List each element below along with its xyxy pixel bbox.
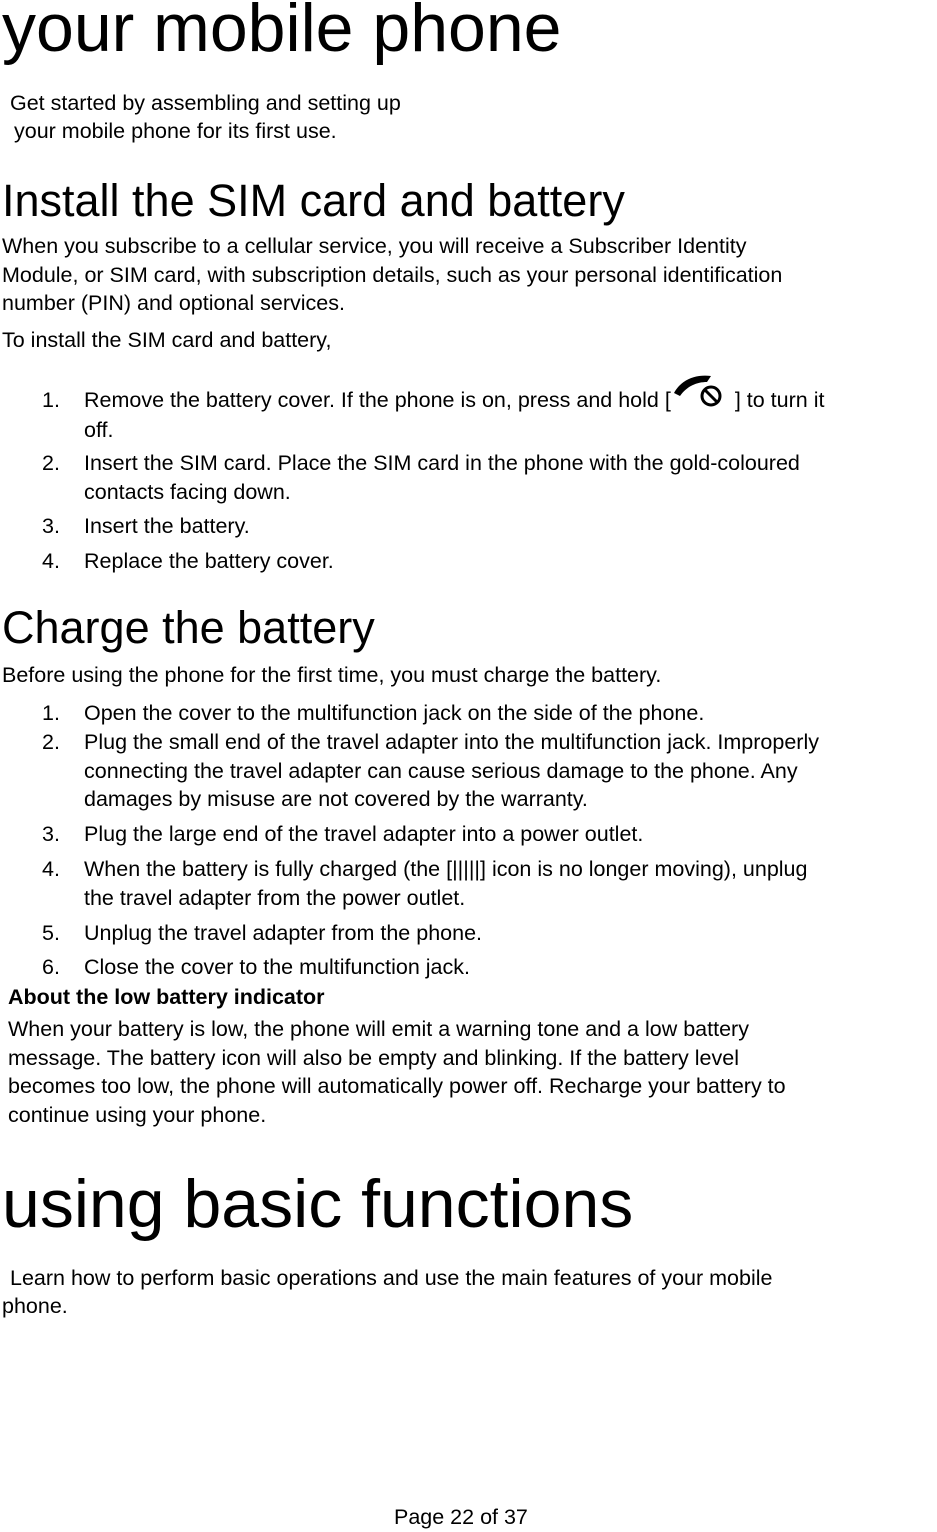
low-battery-line-2: message. The battery icon will also be empty and blinking. If the battery level [8,1046,739,1070]
charge-step-6-number: 6. [42,955,60,979]
charge-step-1-number: 1. [42,701,60,725]
sim-step-1-text-after: ] to turn it [734,388,825,412]
low-battery-line-4: continue using your phone. [8,1103,267,1127]
section-title: using basic functions [2,1166,634,1242]
intro-line-1: Get started by assembling and setting up [10,91,401,115]
sim-para-line-2: Module, or SIM card, with subscription details, such as your personal identification [2,263,783,287]
sim-step-1-number: 1. [42,388,60,412]
charge-lead: Before using the phone for the first time, you must charge the battery. [2,663,662,687]
sim-para-line-3: number (PIN) and optional services. [2,291,345,315]
charge-step-2-line-2: connecting the travel adapter can cause serious damage to the phone. Any [84,759,798,783]
sim-heading: Install the SIM card and battery [2,175,625,226]
charge-step-4-number: 4. [42,857,60,881]
sim-step-4-number: 4. [42,549,60,573]
basic-intro-line-2: phone. [2,1294,68,1318]
charge-step-1: Open the cover to the multifunction jack on the side of the phone. [84,701,705,725]
charge-step-3: Plug the large end of the travel adapter into a power outlet. [84,822,644,846]
intro-line-2: your mobile phone for its first use. [14,119,337,143]
sim-step-2-line-1: Insert the SIM card. Place the SIM card in the phone with the gold-coloured [84,451,800,475]
basic-intro-line-1: Learn how to perform basic operations and use the main features of your mobile [10,1266,773,1290]
charge-heading: Charge the battery [2,602,375,653]
charge-step-5: Unplug the travel adapter from the phone. [84,921,483,945]
charge-step-2-line-1: Plug the small end of the travel adapter into the multifunction jack. Improperly [84,730,819,754]
sim-step-3: Insert the battery. [84,514,250,538]
sim-step-4: Replace the battery cover. [84,549,334,573]
charge-step-6: Close the cover to the multifunction jack. [84,955,470,979]
sim-step-1-text-before: Remove the battery cover. If the phone is on, press and hold [ [84,388,671,412]
sim-step-1 [84,374,824,413]
low-battery-line-1: When your battery is low, the phone will emit a warning tone and a low battery [8,1017,749,1041]
low-battery-heading: About the low battery indicator [8,985,325,1009]
sim-lead: To install the SIM card and battery, [2,328,332,352]
charge-step-4-line-2: the travel adapter from the power outlet. [84,886,466,910]
charge-step-3-number: 3. [42,822,60,846]
charge-step-2-line-3: damages by misuse are not covered by the warranty. [84,787,588,811]
sim-step-1-line-2: off. [84,418,114,442]
sim-step-3-number: 3. [42,514,60,538]
page-title: your mobile phone [2,0,562,66]
page-number: Page 22 of 37 [394,1505,528,1529]
end-call-icon [671,374,731,410]
sim-para-line-1: When you subscribe to a cellular service, you will receive a Subscriber Identity [2,234,747,258]
sim-step-2-number: 2. [42,451,60,475]
low-battery-line-3: becomes too low, the phone will automatically power off. Recharge your battery to [8,1074,786,1098]
charge-step-4-line-1: When the battery is fully charged (the [|||||] icon is no longer moving), unplug [84,857,808,881]
charge-step-2-number: 2. [42,730,60,754]
sim-step-2-line-2: contacts facing down. [84,480,291,504]
charge-step-5-number: 5. [42,921,60,945]
